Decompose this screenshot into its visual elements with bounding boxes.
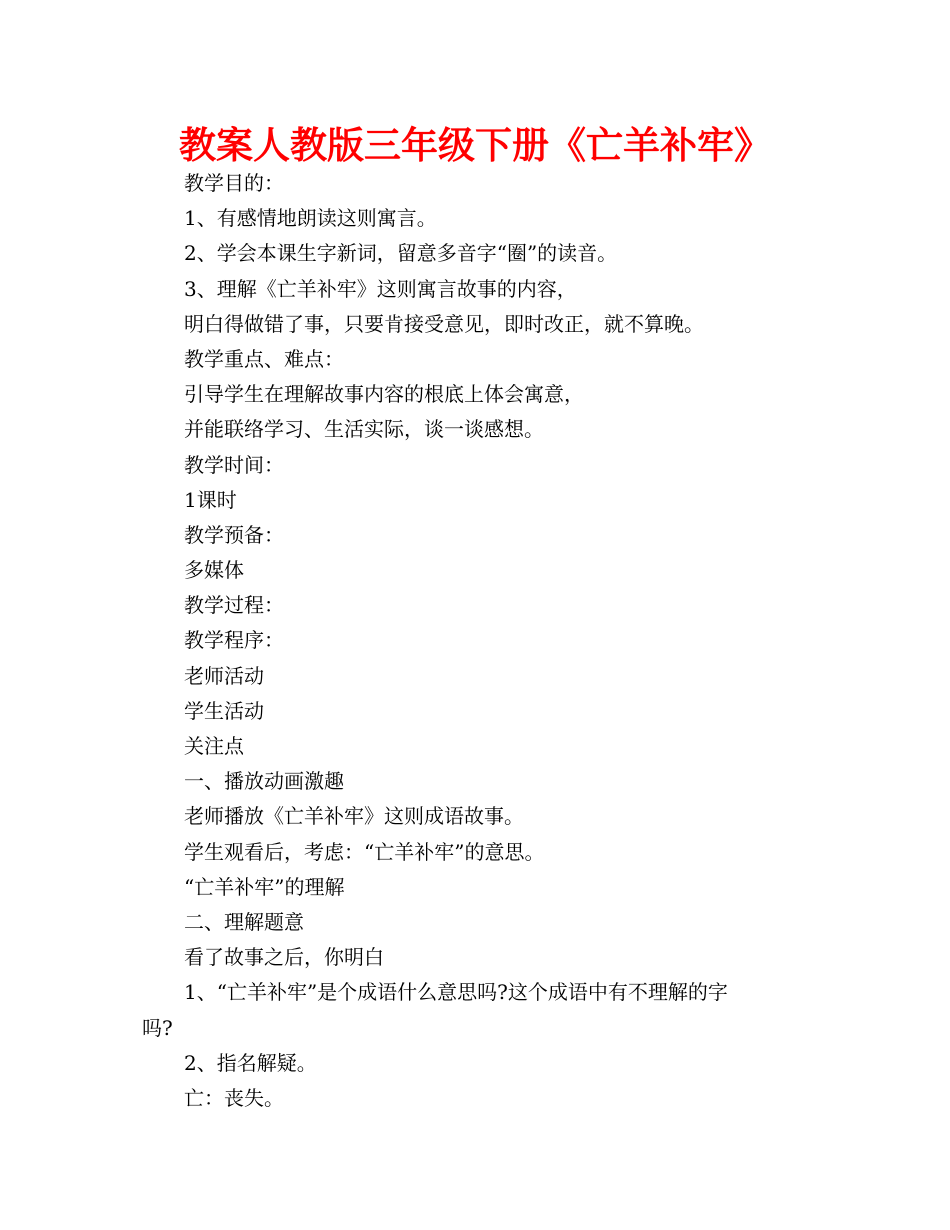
paragraph-line: 教学程序： <box>184 628 284 653</box>
paragraph-line-continued: 吗? <box>142 1015 173 1040</box>
paragraph-line: 2、学会本课生字新词，留意多音字“圈”的读音。 <box>184 241 618 266</box>
paragraph-line: 一、播放动画激趣 <box>184 769 344 794</box>
paragraph-line: “亡羊补牢”的理解 <box>184 874 345 899</box>
paragraph-line: 引导学生在理解故事内容的根底上体会寓意， <box>184 382 584 407</box>
paragraph-line: 学生活动 <box>184 698 264 723</box>
paragraph-line: 教学过程： <box>184 593 284 618</box>
paragraph-line: 3、理解《亡羊补牢》这则寓言故事的内容， <box>184 276 577 301</box>
paragraph-line: 1、有感情地朗读这则寓言。 <box>184 206 437 231</box>
paragraph-line: 老师播放《亡羊补牢》这则成语故事。 <box>184 804 524 829</box>
paragraph-line: 亡：丧失。 <box>184 1085 284 1110</box>
document-title: 教案人教版三年级下册《亡羊补牢》 <box>179 124 771 167</box>
paragraph-line: 教学预备： <box>184 522 284 547</box>
paragraph-line: 2、指名解疑。 <box>184 1050 317 1075</box>
paragraph-line: 1、“亡羊补牢”是个成语什么意思吗?这个成语中有不理解的字 <box>184 980 728 1005</box>
paragraph-line: 关注点 <box>184 734 244 758</box>
paragraph-line: 教学时间： <box>184 452 284 477</box>
document-body <box>142 166 824 1116</box>
paragraph-line: 1课时 <box>184 487 237 512</box>
paragraph-line: 明白得做错了事，只要肯接受意见，即时改正，就不算晚。 <box>184 311 704 336</box>
paragraph-line: 教学重点、难点： <box>184 346 344 371</box>
paragraph-line: 并能联络学习、生活实际，谈一谈感想。 <box>184 417 544 442</box>
paragraph-line: 学生观看后，考虑：“亡羊补牢”的意思。 <box>184 839 545 864</box>
paragraph-line: 二、理解题意 <box>184 909 304 934</box>
paragraph-line: 老师活动 <box>184 663 264 688</box>
paragraph-line: 看了故事之后，你明白 <box>184 945 384 970</box>
paragraph-line: 多媒体 <box>184 558 244 583</box>
paragraph-line: 教学目的： <box>184 171 284 195</box>
